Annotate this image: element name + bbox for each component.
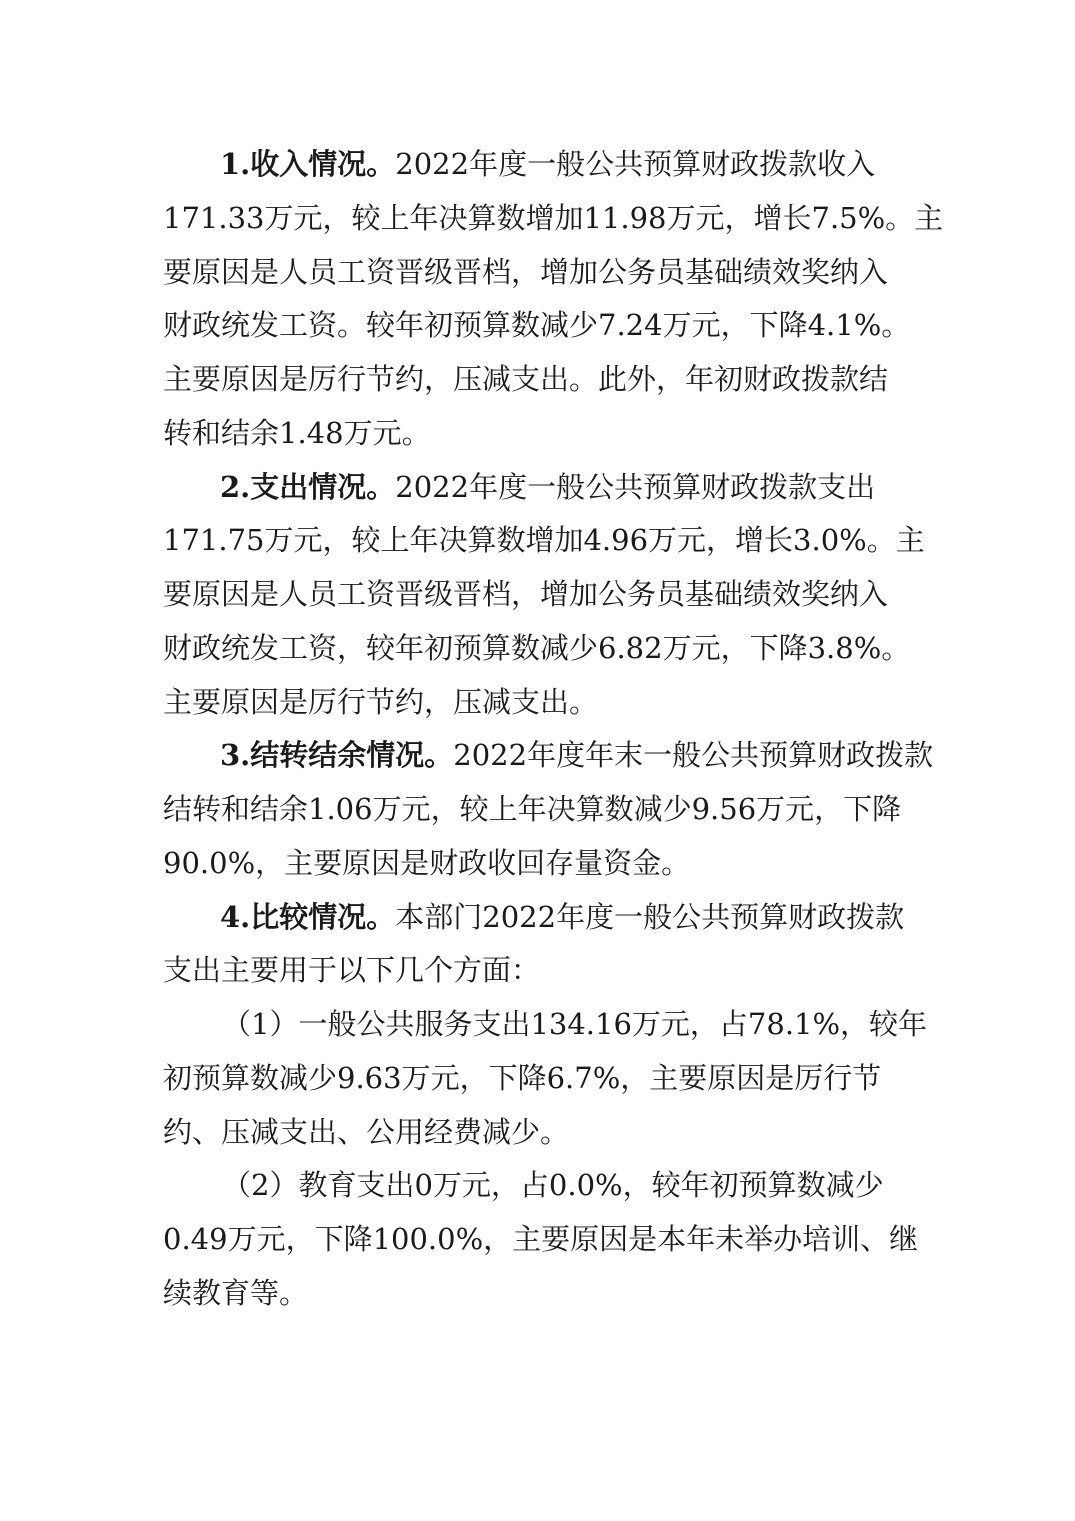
section-1-heading: 1.收入情况。 (220, 147, 396, 181)
paragraph-line: 转和结余1.48万元。 (163, 416, 431, 450)
paragraph-line: 续教育等。 (163, 1276, 309, 1310)
paragraph-line: 171.75万元，较上年决算数增加4.96万元，增长3.0%。主 (163, 523, 925, 557)
paragraph-text: 2022年度一般公共预算财政拨款支出 (395, 470, 876, 504)
paragraph-line: 结转和结余1.06万元，较上年决算数减少9.56万元，下降 (163, 792, 902, 826)
section-3-first-line (220, 735, 933, 775)
paragraph-line: 主要原因是厉行节约，压减支出。 (163, 685, 599, 719)
paragraph-line: 财政统发工资，较年初预算数减少6.82万元，下降3.8%。 (163, 631, 911, 665)
item-1-first-line: （1）一般公共服务支出134.16万元，占78.1%，较年 (222, 1007, 928, 1041)
paragraph-text: 2022年度一般公共预算财政拨款收入 (395, 147, 876, 181)
paragraph-line: 要原因是人员工资晋级晋档，增加公务员基础绩效奖纳入 (163, 577, 889, 611)
section-2-first-line (220, 467, 875, 507)
paragraph-line: 171.33万元，较上年决算数增加11.98万元，增长7.5%。主 (163, 201, 944, 235)
paragraph-line: 财政统发工资。较年初预算数减少7.24万元，下降4.1%。 (163, 308, 911, 342)
section-1-first-line (220, 144, 875, 184)
section-4-heading: 4.比较情况。 (220, 900, 396, 934)
paragraph-text: 2022年度年末一般公共预算财政拨款 (453, 738, 934, 772)
section-4-first-line (220, 897, 904, 937)
section-2-heading: 2.支出情况。 (220, 470, 396, 504)
item-2-first-line: （2）教育支出0万元，占0.0%，较年初预算数减少 (222, 1168, 884, 1202)
paragraph-line: 0.49万元，下降100.0%，主要原因是本年未举办培训、继 (163, 1222, 919, 1256)
paragraph-line: 支出主要用于以下几个方面： (163, 953, 541, 987)
paragraph-text: 本部门2022年度一般公共预算财政拨款 (395, 900, 905, 934)
paragraph-line: 主要原因是厉行节约，压减支出。此外，年初财政拨款结 (163, 362, 889, 396)
paragraph-line: 初预算数减少9.63万元，下降6.7%，主要原因是厉行节 (163, 1061, 882, 1095)
paragraph-line: 约、压减支出、公用经费减少。 (163, 1115, 570, 1149)
section-3-heading: 3.结转结余情况。 (220, 738, 454, 772)
paragraph-line: 要原因是人员工资晋级晋档，增加公务员基础绩效奖纳入 (163, 255, 889, 289)
paragraph-line: 90.0%，主要原因是财政收回存量资金。 (163, 846, 691, 880)
